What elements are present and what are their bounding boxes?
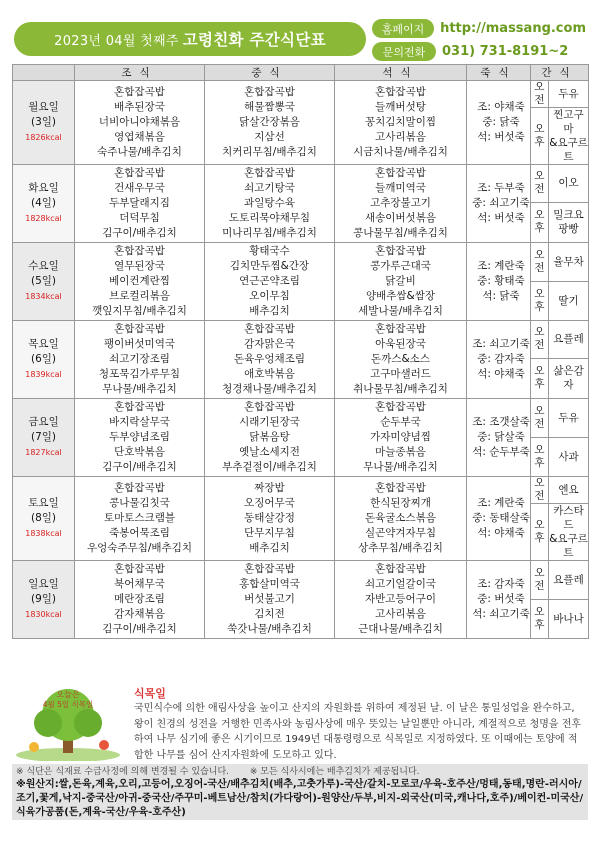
day-name: 금요일 [28, 416, 59, 428]
day-cell [13, 561, 75, 639]
day-name: 월요일 [28, 101, 59, 113]
footer-note-left: ※ 식단은 식재료 수급사정에 의해 변경될 수 있습니다. [16, 767, 230, 777]
breakfast-item: 혼합잡곡밥 [114, 86, 165, 98]
lunch-cell [205, 243, 335, 321]
dinner-item: 혼합잡곡밥 [375, 167, 426, 179]
lunch-item: 김치만두찜&간장 [229, 260, 310, 272]
day-cell [13, 321, 75, 399]
day-name: 화요일 [28, 182, 59, 194]
table-row [13, 165, 589, 203]
dinner-cell [335, 561, 467, 639]
dinner-item: 자반고등어구이 [364, 593, 436, 605]
title-main: 고령친화 주간식단표 [182, 31, 326, 49]
dinner-cell [335, 243, 467, 321]
dinner-item: 닭갈비 [385, 275, 416, 287]
dinner-item: 고추장불고기 [370, 197, 431, 209]
porridge-item: 조: 야채죽 [477, 101, 525, 113]
lunch-item: 도토리묵야채무침 [228, 212, 311, 224]
breakfast-item: 숙주나물/배추김치 [97, 146, 182, 158]
lunch-cell [205, 399, 335, 477]
lunch-cell [205, 561, 335, 639]
breakfast-item: 감자채볶음 [114, 608, 165, 620]
pm-label: 오 후 [531, 438, 549, 477]
breakfast-item: 너비아니야채볶음 [98, 116, 181, 128]
breakfast-item: 브로컬리볶음 [109, 290, 170, 302]
breakfast-item: 쇠고기장조림 [109, 353, 170, 365]
badge-line1: 오늘은 [56, 690, 80, 699]
table-row [13, 81, 589, 108]
lunch-item: 미나리무침/배추김치 [222, 227, 317, 239]
lunch-item: 지삼선 [254, 131, 285, 143]
breakfast-cell [75, 561, 205, 639]
porridge-item: 석: 야채죽 [477, 368, 525, 380]
dinner-item: 새송이버섯볶음 [364, 212, 436, 224]
phone-label: 문의전화 [372, 42, 436, 61]
dinner-item: 콩가루근대국 [370, 260, 431, 272]
lunch-item: 배추김치 [249, 305, 290, 317]
lunch-item: 버섯불고기 [244, 593, 295, 605]
dinner-cell [335, 399, 467, 477]
lunch-cell [205, 321, 335, 399]
breakfast-item: 건새우무국 [114, 182, 165, 194]
porridge-item: 조: 두부죽 [477, 182, 525, 194]
dinner-cell [335, 81, 467, 165]
lunch-item: 배추김치 [249, 542, 290, 554]
breakfast-cell [75, 165, 205, 243]
breakfast-item: 콩나물김칫국 [109, 497, 170, 509]
snack-am: 두유 [549, 399, 589, 438]
dinner-item: 혼합잡곡밥 [375, 323, 426, 335]
lunch-item: 과일탕수육 [244, 197, 295, 209]
breakfast-item: 혼합잡곡밥 [114, 323, 165, 335]
breakfast-item: 깻잎지무침/배추김치 [92, 305, 187, 317]
breakfast-item: 무나물/배추김치 [102, 383, 177, 395]
blank-header [13, 65, 75, 81]
lunch-cell [205, 81, 335, 165]
am-label: 오 전 [531, 399, 549, 438]
snack-pm: 카스타드 &요구르트 [549, 505, 588, 559]
breakfast-item: 우엉숙주무침/배추김치 [87, 542, 192, 554]
porridge-cell [467, 81, 531, 165]
day-kcal: 1830kcal [25, 610, 62, 619]
porridge-item: 석: 버섯죽 [477, 212, 525, 224]
porridge-cell [467, 399, 531, 477]
day-kcal: 1834kcal [25, 292, 62, 301]
porridge-item: 조: 계란죽 [477, 497, 525, 509]
breakfast-item: 혼합잡곡밥 [114, 245, 165, 257]
dinner-item: 아욱된장국 [375, 338, 426, 350]
breakfast-item: 팽이버섯미역국 [103, 338, 175, 350]
snack-am: 이오 [549, 165, 589, 203]
phone-number: 031) 731-8191~2 [442, 44, 569, 59]
footer-notes [12, 764, 588, 820]
dinner-item: 시금치나물/배추김치 [353, 146, 448, 158]
lunch-item: 오징어무국 [244, 497, 295, 509]
lunch-item: 단무지무침 [244, 527, 295, 539]
breakfast-item: 김구이/배추김치 [102, 461, 177, 473]
lunch-item: 김치전 [254, 608, 285, 620]
porridge-cell [467, 243, 531, 321]
am-label: 오 전 [531, 321, 549, 359]
day-date: (8일) [30, 512, 57, 524]
breakfast-item: 혼합잡곡밥 [114, 482, 165, 494]
table-row [13, 321, 589, 359]
weekly-menu-table [12, 64, 589, 639]
porridge-item: 중: 동태살죽 [472, 512, 530, 524]
dinner-item: 돈까스&소스 [371, 353, 430, 365]
breakfast-cell [75, 477, 205, 561]
dinner-item: 혼합잡곡밥 [375, 482, 426, 494]
day-cell [13, 399, 75, 477]
am-label: 오 전 [531, 243, 549, 282]
dinner-item: 돈육굴소스볶음 [364, 512, 436, 524]
day-date: (9일) [30, 593, 57, 605]
day-date: (5일) [30, 275, 57, 287]
dinner-item: 콩나물무침/배추김치 [353, 227, 448, 239]
day-kcal: 1828kcal [25, 214, 62, 223]
porridge-item: 석: 야채죽 [477, 527, 525, 539]
dinner-item: 혼합잡곡밥 [375, 86, 426, 98]
lunch-cell [205, 477, 335, 561]
dinner-cell [335, 165, 467, 243]
lunch-header: 중식 [205, 65, 335, 81]
notice-text: 국민식수에 의한 애림사상을 높이고 산지의 자원화를 위하여 제정된 날. 이 날은 통일성업을 완수하고, 왕이 친경의 성전을 거행한 민족사와 농림사상에 매우 뜻있는 날일뿐만 아니라, 계절적으로 청명을 전후하여 나무 심기에 좋은 시기이므로 1949년 대통령령으로 식목일로 지정하였다. 또 이때에는 토양에 적합한 나무를 심어 산지자원화에 도모하고 있다. [134, 703, 582, 761]
day-date: (7일) [30, 431, 57, 443]
am-label: 오 전 [531, 165, 549, 203]
day-cell [13, 243, 75, 321]
snack-am: 엔요 [549, 477, 589, 504]
porridge-item: 중: 쇠고기죽 [472, 197, 530, 209]
breakfast-item: 더덕무침 [119, 212, 160, 224]
dinner-item: 쇠고기얼갈이국 [364, 578, 436, 590]
dinner-item: 혼합잡곡밥 [375, 563, 426, 575]
day-date: (6일) [30, 353, 57, 365]
contact-block [372, 18, 586, 64]
lunch-item: 짜장밥 [254, 482, 285, 494]
porridge-cell [467, 321, 531, 399]
page-header [14, 18, 586, 62]
dinner-item: 순두부국 [380, 416, 421, 428]
lunch-item: 혼합잡곡밥 [244, 323, 295, 335]
table-row [13, 243, 589, 282]
dinner-item: 근대나물/배추김치 [358, 623, 443, 635]
porridge-item: 석: 순두부죽 [472, 446, 530, 458]
breakfast-item: 단호박볶음 [114, 446, 165, 458]
breakfast-item: 베이컨계란찜 [109, 275, 170, 287]
title-week: 2023년 04월 첫째주 [54, 33, 179, 49]
lunch-item: 닭볶음탕 [249, 431, 290, 443]
am-label: 오 전 [531, 561, 549, 600]
dinner-cell [335, 321, 467, 399]
pm-label: 오 후 [531, 202, 549, 242]
lunch-item: 시래기된장국 [239, 416, 300, 428]
dinner-item: 고사리볶음 [375, 608, 426, 620]
day-date: (4일) [30, 197, 57, 209]
breakfast-item: 배추된장국 [114, 101, 165, 113]
day-date: (3일) [30, 116, 57, 128]
table-row [13, 561, 589, 600]
breakfast-item: 바지락살무국 [109, 416, 170, 428]
breakfast-cell [75, 243, 205, 321]
porridge-item: 조: 쇠고기죽 [472, 338, 530, 350]
lunch-item: 감자맑은국 [244, 338, 295, 350]
dinner-item: 한식된장찌개 [370, 497, 431, 509]
lunch-item: 옛날소세지전 [239, 446, 300, 458]
footer-note-right: ※ 모든 식사시에는 배추김치가 제공됩니다. [249, 767, 420, 777]
day-kcal: 1827kcal [25, 448, 62, 457]
lunch-item: 쇠고기탕국 [244, 182, 295, 194]
dinner-item: 마늘종볶음 [375, 446, 426, 458]
lunch-item: 오이무침 [249, 290, 290, 302]
badge-line2: 4월 5일 식목일 [42, 700, 94, 709]
lunch-item: 연근곤약조림 [239, 275, 300, 287]
snack-pm: 찐고구마 &요구르트 [549, 109, 588, 163]
breakfast-header: 조식 [75, 65, 205, 81]
breakfast-item: 두부양념조림 [109, 431, 170, 443]
dinner-item: 무나물/배추김치 [363, 461, 438, 473]
dinner-item: 고사리볶음 [375, 131, 426, 143]
pm-label: 오 후 [531, 600, 549, 639]
day-name: 토요일 [28, 497, 59, 509]
breakfast-item: 청포묵김가루무침 [98, 368, 181, 380]
table-row [13, 477, 589, 504]
porridge-cell [467, 561, 531, 639]
lunch-item: 혼합잡곡밥 [244, 563, 295, 575]
snack-am: 요플레 [549, 561, 589, 600]
menu-title-banner [14, 22, 366, 56]
porridge-item: 석: 버섯죽 [477, 131, 525, 143]
porridge-cell [467, 165, 531, 243]
breakfast-item: 김구이/배추김치 [102, 227, 177, 239]
breakfast-cell [75, 321, 205, 399]
snack-pm: 바나나 [549, 600, 589, 639]
footer-note-row [16, 766, 584, 778]
porridge-item: 조: 계란죽 [477, 260, 525, 272]
pm-label: 오 후 [531, 358, 549, 398]
porridge-header: 죽식 [467, 65, 531, 81]
lunch-item: 청경채나물/배추김치 [222, 383, 317, 395]
day-name: 수요일 [28, 260, 59, 272]
day-cell [13, 81, 75, 165]
porridge-item: 석: 닭죽 [482, 290, 520, 302]
dinner-header: 석식 [335, 65, 467, 81]
porridge-cell [467, 477, 531, 561]
breakfast-item: 메란장조림 [114, 593, 165, 605]
porridge-item: 석: 쇠고기죽 [472, 608, 530, 620]
day-kcal: 1838kcal [25, 529, 62, 538]
lunch-item: 애호박볶음 [244, 368, 295, 380]
lunch-cell [205, 165, 335, 243]
lunch-item: 해물짬뽕국 [244, 101, 295, 113]
dinner-item: 고구마샐러드 [370, 368, 431, 380]
dinner-item: 꽁치김치말이찜 [364, 116, 436, 128]
day-name: 일요일 [28, 578, 59, 590]
lunch-item: 돈육우엉채조림 [233, 353, 305, 365]
homepage-label: 홈페이지 [372, 19, 434, 38]
table-header-row [13, 65, 589, 81]
dinner-item: 혼합잡곡밥 [375, 401, 426, 413]
am-label: 오 전 [531, 477, 549, 504]
lunch-item: 황태국수 [249, 245, 290, 257]
snack-header: 간식 [531, 65, 589, 81]
lunch-item: 쑥갓나물/배추김치 [227, 623, 312, 635]
lunch-item: 혼합잡곡밥 [244, 167, 295, 179]
porridge-item: 중: 버섯죽 [477, 593, 525, 605]
dinner-cell [335, 477, 467, 561]
breakfast-item: 두부달래지짐 [109, 197, 170, 209]
breakfast-item: 토마토스크램블 [103, 512, 175, 524]
day-name: 목요일 [28, 338, 59, 350]
arbor-day-tree-illustration [14, 685, 122, 761]
porridge-item: 중: 황태죽 [477, 275, 525, 287]
snack-am: 율무차 [549, 243, 589, 282]
lunch-item: 동태살강정 [244, 512, 295, 524]
day-kcal: 1839kcal [25, 370, 62, 379]
snack-pm: 딸기 [549, 282, 589, 321]
dinner-item: 들깨미역국 [375, 182, 426, 194]
dinner-item: 취나물무침/배추김치 [353, 383, 448, 395]
pm-label: 오 후 [531, 108, 549, 165]
porridge-item: 중: 닭살죽 [477, 431, 525, 443]
notice-section [12, 683, 588, 763]
breakfast-item: 김구이/배추김치 [102, 623, 177, 635]
breakfast-item: 죽봉어묵조림 [109, 527, 170, 539]
breakfast-cell [75, 399, 205, 477]
snack-pm: 밀크요팡빵 [549, 202, 589, 242]
notice-title: 식목일 [134, 687, 166, 700]
dinner-item: 가자미양념찜 [370, 431, 431, 443]
porridge-item: 조: 조갯살죽 [472, 416, 530, 428]
lunch-item: 혼합잡곡밥 [244, 401, 295, 413]
pm-label: 오 후 [531, 504, 549, 561]
lunch-item: 홍합살미역국 [239, 578, 300, 590]
breakfast-item: 혼합잡곡밥 [114, 401, 165, 413]
breakfast-item: 혼합잡곡밥 [114, 167, 165, 179]
lunch-item: 치커리무침/배추김치 [222, 146, 317, 158]
porridge-item: 조: 감자죽 [477, 578, 525, 590]
breakfast-item: 혼합잡곡밥 [114, 563, 165, 575]
lunch-item: 부추겉절이/배추김치 [222, 461, 317, 473]
dinner-item: 상추무침/배추김치 [358, 542, 443, 554]
snack-am: 두유 [549, 81, 589, 108]
snack-pm: 삶은감자 [549, 358, 589, 398]
origin-info: ※원산지:쌀,돈육,계육,오리,고등어,오징어-국산/배추김치(배추,고춧가루)-국산/갈치-모로코/우육-호주산/멍태,동태,명란-러시아/조기,꽃게,낙지-중국산/아귀-중국산/주꾸미-베트남산/참치(가다랑어)-원양산/두부,비지-외국산(미국,캐나다,호주)/베이컨-미국산/식육가공품(돈,계육-국산/우육-호주산) [16, 779, 584, 818]
porridge-item: 중: 감자죽 [477, 353, 525, 365]
porridge-item: 중: 닭죽 [482, 116, 520, 128]
lunch-item: 혼합잡곡밥 [244, 86, 295, 98]
day-cell [13, 477, 75, 561]
dinner-item: 실곤약겨자무침 [364, 527, 436, 539]
am-label: 오 전 [531, 81, 549, 108]
snack-pm: 사과 [549, 438, 589, 477]
table-row [13, 399, 589, 438]
snack-am: 요플레 [549, 321, 589, 359]
dinner-item: 세발나물/배추김치 [358, 305, 443, 317]
breakfast-item: 영엽채볶음 [114, 131, 165, 143]
breakfast-item: 열무된장국 [114, 260, 165, 272]
day-kcal: 1826kcal [25, 133, 62, 142]
breakfast-cell [75, 81, 205, 165]
pm-label: 오 후 [531, 282, 549, 321]
dinner-item: 들깨버섯탕 [375, 101, 426, 113]
homepage-link[interactable]: http://massang.com [440, 21, 586, 36]
lunch-item: 닭살간장볶음 [239, 116, 300, 128]
dinner-item: 혼합잡곡밥 [375, 245, 426, 257]
breakfast-item: 북어채무국 [114, 578, 165, 590]
dinner-item: 양배추쌈&쌈장 [365, 290, 436, 302]
day-cell [13, 165, 75, 243]
